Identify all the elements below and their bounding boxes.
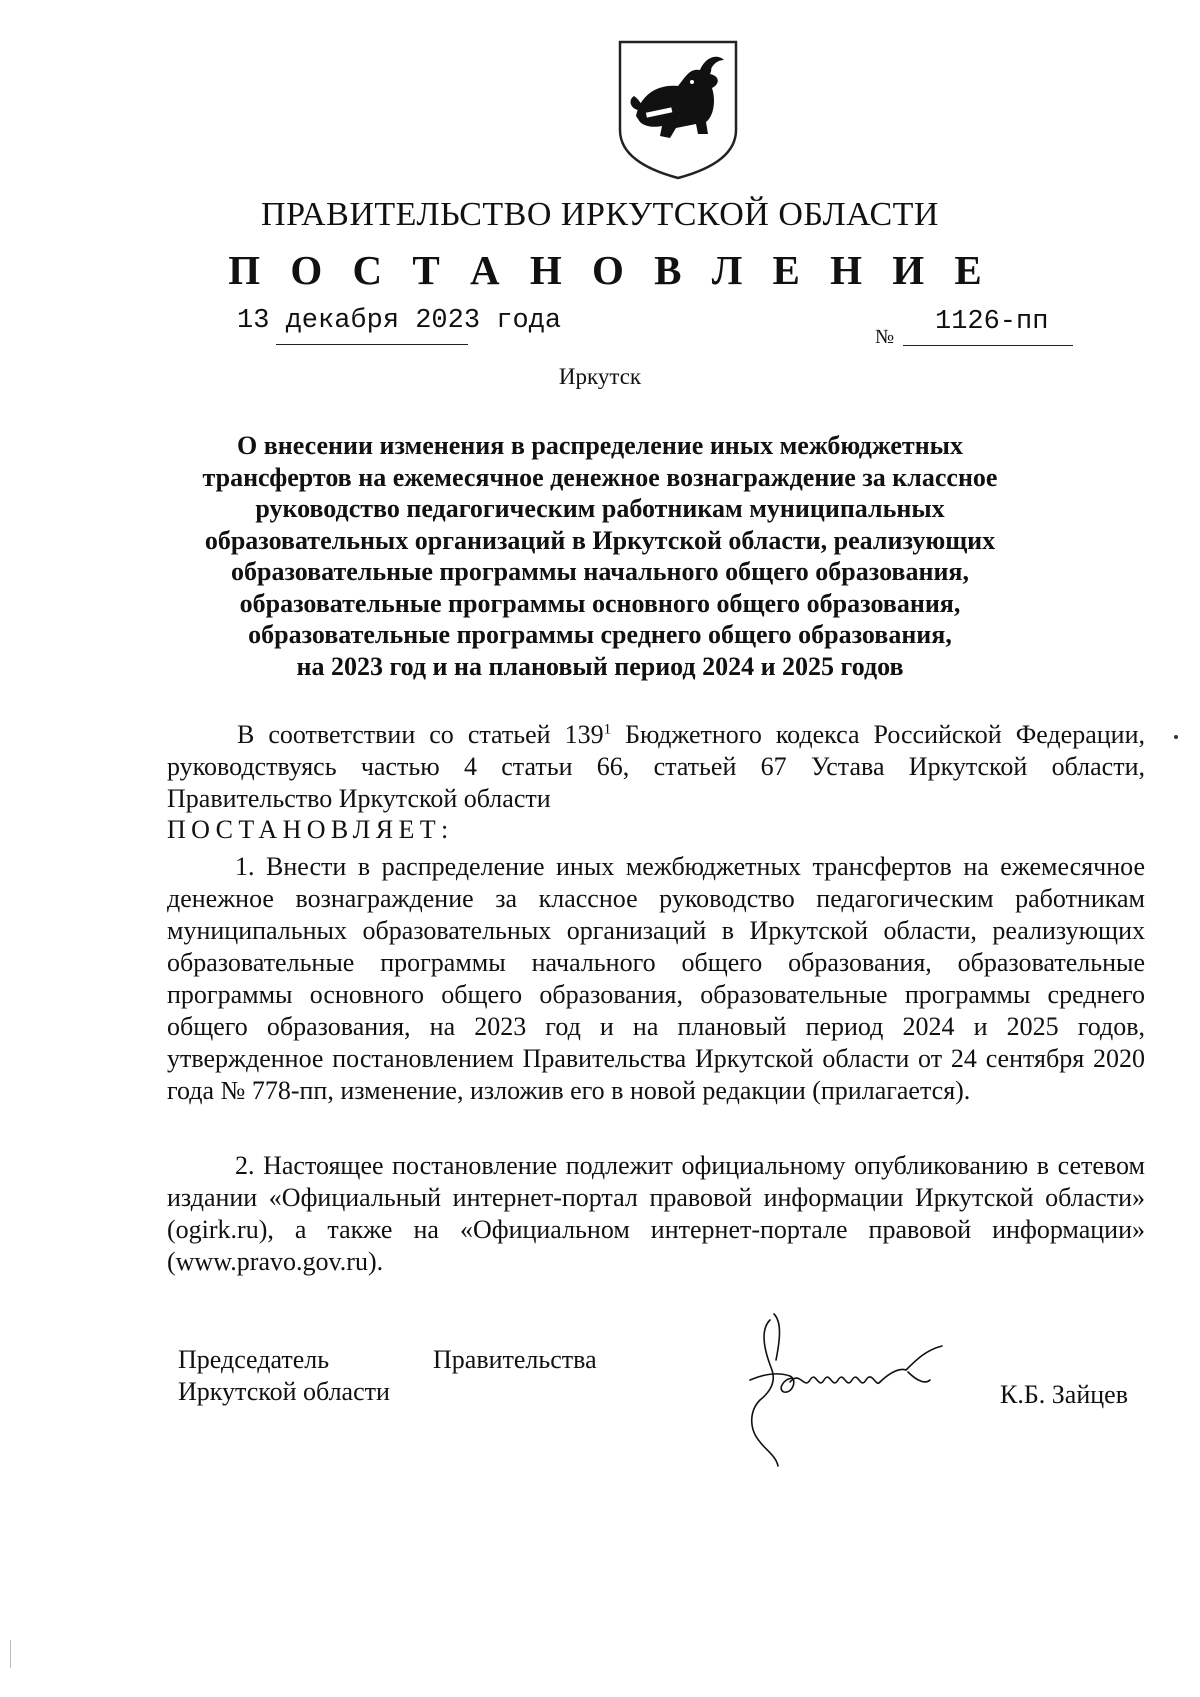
title-line: образовательные программы среднего общего образования, xyxy=(248,620,952,649)
date-month-year: декабря 2023 xyxy=(285,306,481,336)
document-type: П О С Т А Н О В Л Е Н И Е xyxy=(228,247,992,293)
document-number: 1126-пп xyxy=(935,307,1049,337)
decree-word: ПОСТАНОВЛЯЕТ: xyxy=(167,815,454,844)
title-line: О внесении изменения в распределение иных межбюджетных xyxy=(237,431,963,460)
signatory-position-word-2: Правительства xyxy=(433,1345,597,1374)
intro-paragraph xyxy=(167,719,1145,815)
coat-of-arms-icon xyxy=(616,38,740,180)
government-name: ПРАВИТЕЛЬСТВО ИРКУТСКОЙ ОБЛАСТИ xyxy=(261,196,939,233)
intro-text-end: Бюджетного кодекса Российской Федерации, руководствуясь частью 4 статьи 66, статьей 67 Устава Иркутской области, Правительство Иркутской области xyxy=(167,720,1145,813)
paragraph-2-text: 2. Настоящее постановление подлежит официальному опубликованию в сетевом издании «Официальный интернет-портал правовой информации Иркутской области» (ogirk.ru), а также на «Официальном интернет-портале правовой информации» (www.pravo.gov.ru). xyxy=(167,1151,1145,1276)
signatory-position-line-2: Иркутской области xyxy=(178,1377,390,1406)
date-day: 13 xyxy=(237,306,270,336)
signatory-name: К.Б. Зайцев xyxy=(1000,1380,1128,1409)
date-suffix: года xyxy=(496,306,562,336)
intro-text-start: В соответствии со статьей 139 xyxy=(237,720,604,749)
city: Иркутск xyxy=(558,364,642,389)
paragraph-2 xyxy=(167,1150,1145,1278)
title-line: на 2023 год и на плановый период 2024 и 2025 годов xyxy=(296,651,904,681)
title-line: образовательные программы начального общего образования, xyxy=(230,557,969,586)
number-sign: № xyxy=(875,326,895,348)
title-line: образовательных организаций в Иркутской области, реализующих xyxy=(204,525,996,555)
paragraph-1-text: 1. Внести в распределение иных межбюджетных трансфертов на ежемесячное денежное вознаграждение за классное руководство педагогическим работникам муниципальных образовательных организаций в Иркутской области, реализующих образовательные программы начального общего образования, образовательные программы основного общего образования, образовательные программы среднего общего образования, на 2023 год и на плановый период 2024 и 2025 годов, утвержденное постановлением Правительства Иркутской области от 24 сентября 2020 года № 778-пп, изменение, изложив его в новой редакции (прилагается). xyxy=(167,852,1145,1105)
paragraph-1 xyxy=(167,851,1145,1107)
title-line: трансфертов на ежемесячное денежное вознаграждение за классное xyxy=(202,462,998,492)
signatory-position-word-1: Председатель xyxy=(178,1345,330,1374)
margin-dot xyxy=(1174,735,1178,739)
title-line: руководство педагогическим работникам муниципальных xyxy=(255,494,945,523)
document-date xyxy=(237,306,561,336)
document-title xyxy=(185,430,1015,682)
scan-margin-mark xyxy=(10,1640,11,1668)
handwritten-signature xyxy=(730,1310,960,1470)
article-superscript: 1 xyxy=(603,721,612,738)
date-underline xyxy=(276,344,468,345)
number-underline xyxy=(903,345,1073,346)
title-line: образовательные программы основного общего образования, xyxy=(239,588,961,618)
